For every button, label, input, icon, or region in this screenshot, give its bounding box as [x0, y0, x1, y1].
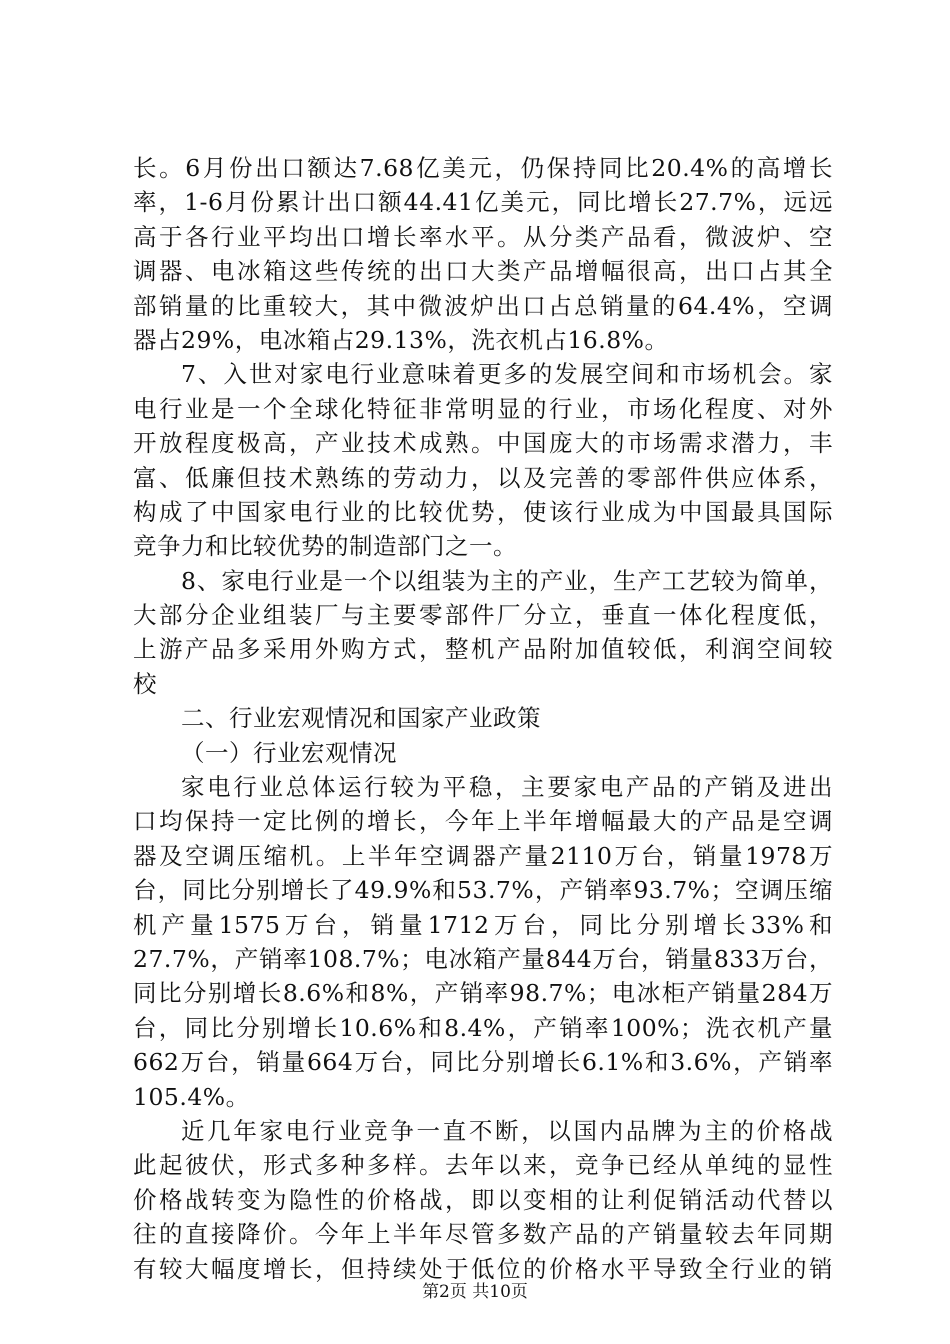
text-line: 调器、电冰箱这些传统的出口大类产品增幅很高，出口占其全 [133, 257, 833, 286]
page-footer: 第2页 共10页 [422, 1282, 528, 1302]
text-line: 器占29%，电冰箱占29.13%，洗衣机占16.8%。 [133, 325, 669, 354]
text-line: 校 [133, 669, 157, 698]
section-heading: 二、行业宏观情况和国家产业政策 [181, 704, 541, 733]
text-line: 开放程度极高，产业技术成熟。中国庞大的市场需求潜力，丰 [133, 429, 833, 458]
text-line: 7、入世对家电行业意味着更多的发展空间和市场机会。家 [181, 360, 833, 389]
text-line: 构成了中国家电行业的比较优势，使该行业成为中国最具国际 [133, 497, 833, 526]
text-line: 往的直接降价。今年上半年尽管多数产品的产销量较去年同期 [133, 1220, 833, 1249]
text-line: 机产量1575万台，销量1712万台，同比分别增长33%和 [133, 910, 833, 939]
text-line: 上游产品多采用外购方式，整机产品附加值较低，利润空间较 [133, 635, 833, 664]
document-body [133, 151, 833, 1286]
text-line: 口均保持一定比例的增长，今年上半年增幅最大的产品是空调 [133, 807, 833, 836]
text-line: 27.7%，产销率108.7%；电冰箱产量844万台，销量833万台， [133, 944, 833, 973]
text-line: 器及空调压缩机。上半年空调器产量2110万台，销量1978万 [133, 841, 833, 870]
text-line: 电行业是一个全球化特征非常明显的行业，市场化程度、对外 [133, 394, 833, 423]
text-line: 8、家电行业是一个以组装为主的产业，生产工艺较为简单， [181, 566, 833, 595]
text-line: 家电行业总体运行较为平稳，主要家电产品的产销及进出 [181, 773, 833, 802]
text-line: 部销量的比重较大，其中微波炉出口占总销量的64.4%，空调 [133, 291, 833, 320]
text-line: 高于各行业平均出口增长率水平。从分类产品看，微波炉、空 [133, 222, 833, 251]
text-line: 105.4%。 [133, 1082, 250, 1111]
text-line: 富、低廉但技术熟练的劳动力，以及完善的零部件供应体系， [133, 463, 833, 492]
text-line: 竞争力和比较优势的制造部门之一。 [133, 532, 517, 561]
text-line: 近几年家电行业竞争一直不断，以国内品牌为主的价格战 [181, 1116, 833, 1145]
text-line: 价格战转变为隐性的价格战，即以变相的让利促销活动代替以 [133, 1185, 833, 1214]
text-line: 此起彼伏，形式多种多样。去年以来，竞争已经从单纯的显性 [133, 1151, 833, 1180]
text-line: 同比分别增长8.6%和8%，产销率98.7%；电冰柜产销量284万 [133, 979, 833, 1008]
text-line: 率，1-6月份累计出口额44.41亿美元，同比增长27.7%，远远 [133, 188, 833, 217]
text-line: 台，同比分别增长了49.9%和53.7%，产销率93.7%；空调压缩 [133, 876, 833, 905]
text-line: 大部分企业组装厂与主要零部件厂分立，垂直一体化程度低， [133, 601, 833, 630]
text-line: 长。6月份出口额达7.68亿美元，仍保持同比20.4%的高增长 [133, 154, 833, 182]
text-line: 662万台，销量664万台，同比分别增长6.1%和3.6%，产销率 [133, 1048, 833, 1077]
subsection-heading: （一）行业宏观情况 [181, 738, 397, 767]
text-line: 有较大幅度增长，但持续处于低位的价格水平导致全行业的销 [133, 1254, 833, 1283]
text-line: 台，同比分别增长10.6%和8.4%，产销率100%；洗衣机产量 [133, 1013, 833, 1042]
